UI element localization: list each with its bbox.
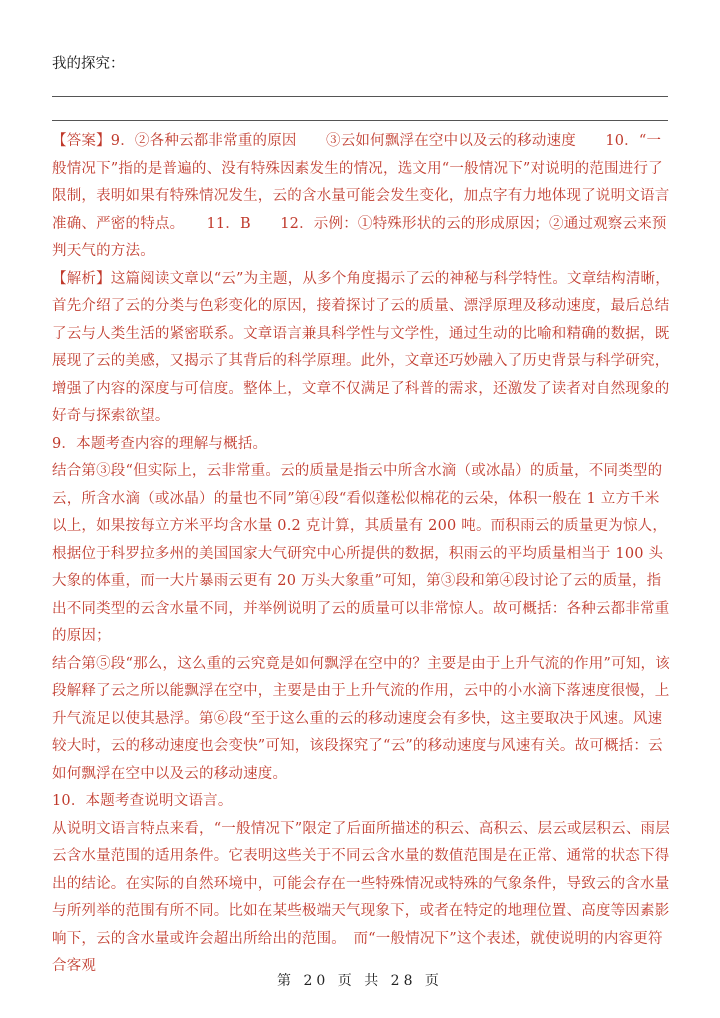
answer-explanation <box>52 128 672 981</box>
answer-paragraph: 【答案】9．②各种云都非常重的原因 ③云如何飘浮在空中以及云的移动速度 10．“一般情况下”指的是普遍的、没有特殊因素发生的情况，选文用“一般情况下”对说明的范围进行了限制，表明如果有特殊情况发生，云的含水量可能会发生变化，加点字有力地体现了说明文语言准确、严密的特点。 11．B 12．示例：①特殊形状的云的形成原因；②通过观察云来预判天气的方法。 <box>52 133 670 259</box>
page-number: 第 20 页 共 28 页 <box>277 973 443 989</box>
question-10-paragraph: 从说明文语言特点来看，“一般情况下”限定了后面所描述的积云、高积云、层云或层积云、雨层云含水量范围的适用条件。它表明这些关于不同云含水量的数值范围是在正常、通常的状态下得出的结论。在实际的自然环境中，可能会存在一些特殊情况或特殊的气象条件，导致云的含水量与所列举的范围有所不同。比如在某些极端天气现象下，或者在特定的地理位置、高度等因素影响下，云的含水量或许会超出所给出的范围。 而“一般情况下”这个表述，就使说明的内容更符合客观 <box>52 820 670 974</box>
question-label: 我的探究： <box>52 56 125 72</box>
answer-blank-line <box>52 96 668 97</box>
answer-blank-line <box>52 120 668 121</box>
question-9-paragraph-1: 结合第③段“但实际上，云非常重。云的质量是指云中所含水滴（或冰晶）的质量，不同类型的云，所含水滴（或冰晶）的量也不同”第④段“看似蓬松似棉花的云朵，体积一般在 1 立方千米以上，如果按每立方米平均含水量 0.2 克计算，其质量有 200 吨。而积雨云的质量更为惊人，根据位于科罗拉多州的美国国家大气研究中心所提供的数据，积雨云的平均质量相当于 100 头大象的体重，而一大片暴雨云更有 20 万头大象重”可知，第③段和第④段讨论了云的质量，指出不同类型的云含水量不同，并举例说明了云的质量可以非常惊人。故可概括：各种云都非常重的原因； <box>52 463 670 644</box>
question-9-heading: 9．本题考查内容的理解与概括。 <box>52 435 268 452</box>
analysis-paragraph: 【解析】这篇阅读文章以“云”为主题，从多个角度揭示了云的神秘与科学特性。文章结构清晰，首先介绍了云的分类与色彩变化的原因，接着探讨了云的质量、漂浮原理及移动速度，最后总结了云与人类生活的紧密联系。文章语言兼具科学性与文学性，通过生动的比喻和精确的数据，既展现了云的美感，又揭示了其背后的科学原理。此外，文章还巧妙融入了历史背景与科学研究，增强了内容的深度与可信度。整体上，文章不仅满足了科普的需求，还激发了读者对自然现象的好奇与探索欲望。 <box>52 270 670 424</box>
question-10-heading: 10．本题考查说明文语言。 <box>52 793 233 809</box>
question-9-paragraph-2: 结合第⑤段“那么，这么重的云究竟是如何飘浮在空中的？主要是由于上升气流的作用”可知，该段解释了云之所以能飘浮在空中，主要是由于上升气流的作用，云中的小水滴下落速度很慢，上升气流足以使其悬浮。第⑥段“至于这么重的云的移动速度会有多快，这主要取决于风速。风速较大时，云的移动速度也会变快”可知，该段探究了“云”的移动速度与风速有关。故可概括：云如何飘浮在空中以及云的移动速度。 <box>52 655 670 782</box>
